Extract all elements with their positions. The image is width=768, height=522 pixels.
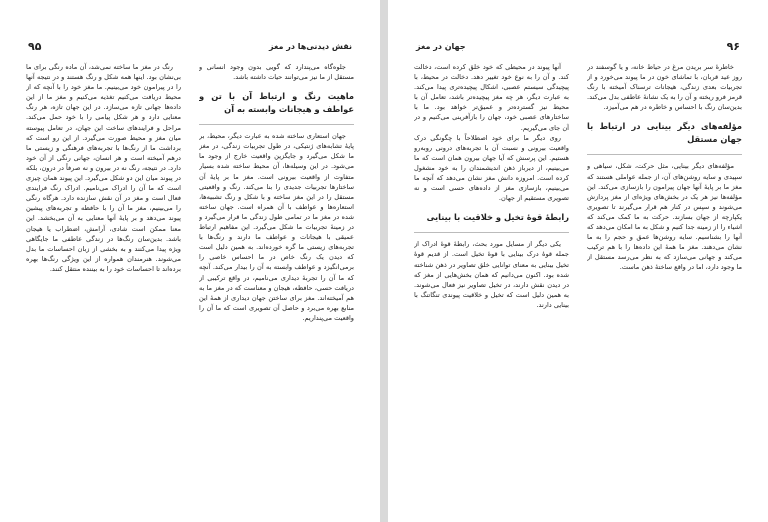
right-page	[388, 0, 768, 522]
book-gutter	[380, 0, 388, 522]
page-number: ۹۵	[28, 40, 42, 53]
paragraph: آنها پیوند در محیطی که خود خلق کرده است، دخالت کند. و آن را به نوع خود تغییر دهد. دخالت در محیط، با پیچیدگی سیستم عصبی، اشکال پیچیده‌تری پیدا می‌کند. به عبارت دیگر، هر چه مغز پیچیده‌تر باشد، تعامل آن با محیط نیز گسترده‌تر و عمیق‌تر خواهد بود. ما با ساختارهای عصبی خود، جهان را بازآفرینی می‌کنیم و در آن جای می‌گیریم.	[414, 63, 569, 132]
section-heading: ماهیت رنگ و ارتباط آن با تن و عواطف و هیجانات وابسته به آن	[199, 91, 354, 115]
page-header	[28, 42, 352, 56]
text-column-right	[587, 62, 742, 520]
section-heading: مؤلفه‌های دیگر بینایی در ارتباط با جهان مستقل	[587, 121, 742, 145]
section-heading: رابطهٔ قوهٔ تخیل و خلاقیت با بینایی	[426, 212, 569, 223]
text-column-left	[414, 62, 569, 520]
paragraph: روی دیگر ما برای خود اصطلاحاً با چگونگی درک واقعیت بیرونی و نسبت آن با تجربه‌های درونی روبه‌رو هستیم. این پرسش که آیا جهان بیرون همان است که ما می‌بینیم، از دیرباز ذهن اندیشمندان را به خود مشغول کرده است. امروزه دانش مغز نشان می‌دهد که آنچه ما می‌بینیم، بازسازی مغز از داده‌های حسی است و نه تصویری مستقیم از جهان.	[414, 133, 569, 203]
text-column-left	[26, 62, 181, 520]
heading-divider	[587, 154, 742, 155]
page-header	[416, 42, 740, 56]
heading-divider	[414, 232, 569, 233]
paragraph: خاطرهٔ سر بریدن مرغ در حیاط خانه، و یا گوسفند در روز عید قربان، با تماشای خون در ما پیوند می‌خورد و از تجربیات بعدی زندگی، هیجانات ترسناک آمیخته با رنگ قرمز فرو ریخته و آن را به یک نشانهٔ عاطفی بدل می‌کند. بدین‌سان رنگ با احساس و خاطره در هم می‌آمیزد.	[587, 63, 742, 112]
text-column-right	[199, 62, 354, 520]
left-page	[0, 0, 380, 522]
running-title: نقش دیدنی‌ها در مغز	[269, 42, 352, 51]
paragraph: رنگ در مغز ما ساخته نمی‌شد، آن ماده رنگی برای ما بی‌نشان بود. اینها همه شکل و رنگ هستند و در نتیجه آنها را در پیرامون خود می‌بینیم. ما مغز خود را با آنچه که از محیط دریافت می‌کنیم تغذیه می‌کنیم و مغز ما از این داده‌ها جهانی تازه می‌سازد. در این جهان تازه، هر رنگ معنایی دارد و هر شکل پیامی را با خود حمل می‌کند. مراحل و فرایندهای ساخت این جهان، در تعامل پیوسته میان مغز و محیط صورت می‌گیرد. از این رو است که برداشت ما از رنگ‌ها با تجربه‌های فرهنگی و زیستی ما درهم آمیخته است و هر انسان، جهانی رنگی از آن خود دارد. در نتیجه، رنگ نه در بیرون و نه صرفاً در درون، بلکه در پیوند میان این دو شکل می‌گیرد. این پیوند همان چیزی است که ما آن را ادراک می‌نامیم. ادراک رنگ فرایندی فعال است و مغز در آن نقش سازنده دارد. هرگاه رنگی را می‌بینیم، مغز ما آن را با حافظه و تجربه‌های پیشین پیوند می‌دهد و بر پایهٔ آنها معنایی به آن می‌بخشد. این معنا ممکن است شادی، آرامش، اضطراب یا هیجان باشد. بدین‌سان رنگ‌ها در زندگی عاطفی ما جایگاهی ویژه پیدا می‌کنند و به بخشی از زبان احساسات ما بدل می‌شوند. هنرمندان همواره از این ویژگی رنگ‌ها بهره برده‌اند تا احساسات خود را به بیننده منتقل کنند.	[26, 63, 181, 273]
paragraph: مؤلفه‌های دیگر بینایی، مثل حرکت، شکل، سیاهی و سپیدی و سایه روشن‌های آن، از جمله عواملی هستند که مغز ما بر پایهٔ آنها جهان پیرامون را بازسازی می‌کند. این مؤلفه‌ها نیز هر یک در بخش‌های ویژه‌ای از مغز پردازش می‌شوند و سپس در کنار هم قرار می‌گیرند تا تصویری یکپارچه از جهان بسازند. حرکت به ما کمک می‌کند که اشیاء را از زمینه جدا کنیم و شکل به ما امکان می‌دهد که آنها را بشناسیم. سایه روشن‌ها عمق و حجم را به ما نشان می‌دهند. مغز ما همهٔ این داده‌ها را با هم ترکیب می‌کند و جهانی می‌سازد که به نظر می‌رسد مستقل از ما وجود دارد، اما در واقع ساختهٔ ذهن ماست.	[587, 162, 742, 272]
paragraph: جلوه‌گاه می‌پندارد که گویی بدون وجود انسانی و مستقل از ما نیز می‌توانند حیات داشته باشد.	[199, 63, 354, 82]
heading-divider	[199, 124, 354, 125]
running-title: جهان در مغز	[416, 42, 466, 51]
paragraph: یکی دیگر از مسایل مورد بحث، رابطهٔ قوهٔ ادراک از جمله قوهٔ درک بینایی با قوهٔ تخیل است. از قدیم قوهٔ تخیل بینایی به معنای توانایی خلق تصاویر در ذهن شناخته شده بود. اکنون می‌دانیم که همان بخش‌هایی از مغز که در دیدن نقش دارند، در تخیل تصاویر نیز فعال می‌شوند. به همین دلیل است که تخیل و خلاقیت پیوندی تنگاتنگ با بینایی دارند.	[414, 240, 569, 309]
page-number: ۹۶	[726, 40, 740, 53]
paragraph: جهان استعاری ساخته شده به عبارت دیگر، محیط، بر پایهٔ تشابه‌های ژنتیکی، در طول تجربیات زندگی، در مغز ما شکل می‌گیرد و جایگزین واقعیت خارج از وجود ما می‌شود. در این وسیله‌ها، آن محیط ساخته شده بسیار متفاوت از واقعیت بیرونی است. مغز ما بر پایهٔ آن ساختارها تجربیات جدیدی را بنا می‌کند. رنگ و واقعیتی مستقل را در این مغز ساخته و با شکل و رنگ تشبیه‌ها، استعاره‌ها و عواطف با آن همراه است. جهان ساخته شده در مغز ما در تمامی طول زندگی ما قرار می‌گیرد و در زمینهٔ تجربیات ما شکل می‌گیرد. این مفاهیم ارتباط عمیقی با هیجانات و عواطف ما دارند و رنگ‌ها با تجربه‌های زیستی ما گره خورده‌اند. به همین دلیل است که دیدن یک رنگ خاص در ما احساس خاصی را برمی‌انگیزد و عواطف وابسته به آن را بیدار می‌کند. آنچه که ما آن را تجربهٔ دیداری می‌نامیم، در واقع ترکیبی از دریافت حسی، حافظه، هیجان و معناست که در مغز ما به هم آمیخته‌اند. مغز برای ساختن جهان دیداری از همهٔ این منابع بهره می‌برد و حاصل آن تصویری است که ما آن را واقعیت می‌پنداریم.	[199, 132, 354, 322]
